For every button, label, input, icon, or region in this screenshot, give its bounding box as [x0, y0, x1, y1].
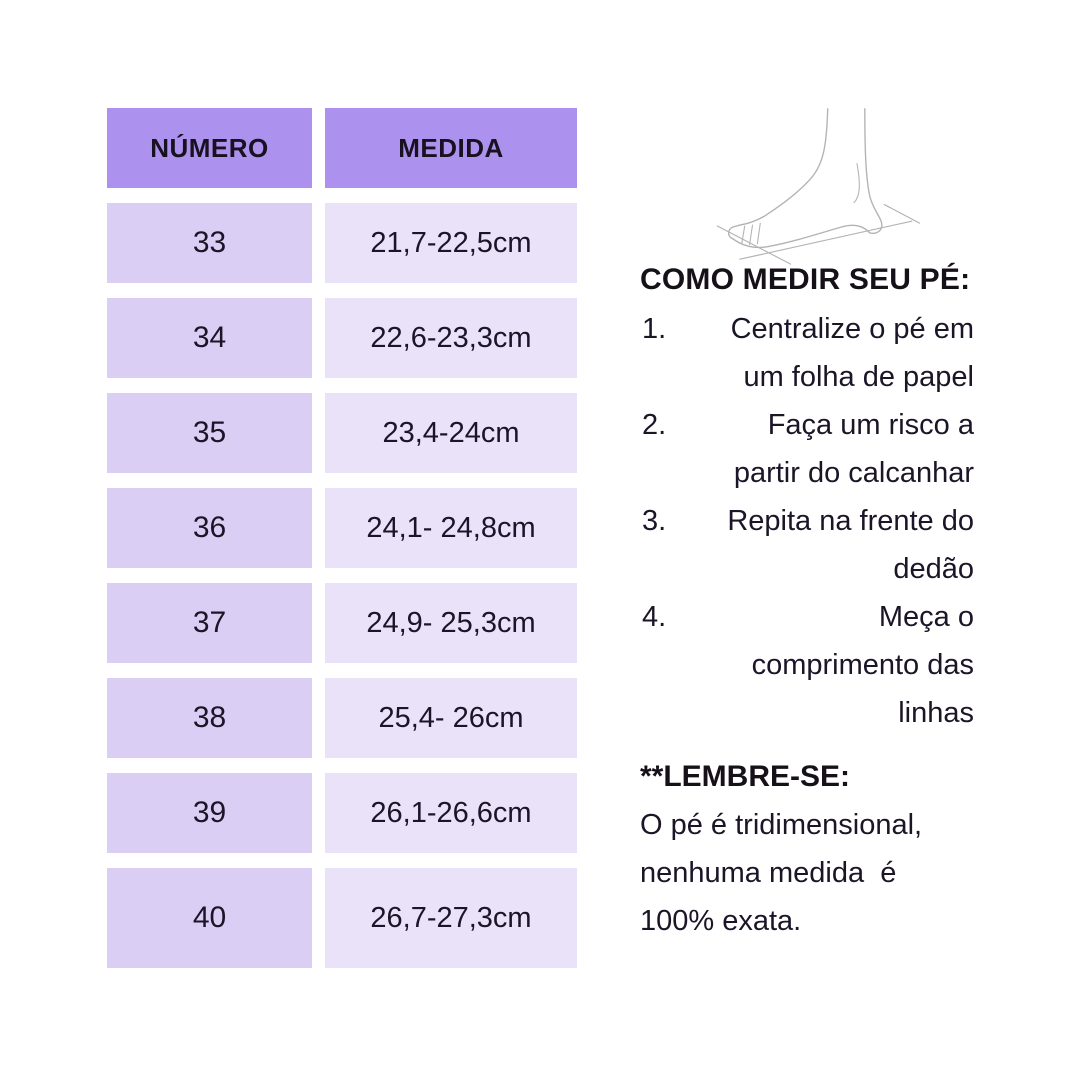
reminder-text: O pé é tridimensional, — [640, 809, 923, 841]
step-4 — [640, 593, 974, 737]
step-text: Meça o — [878, 601, 974, 633]
step-text: Faça um risco a — [767, 409, 974, 441]
step-2 — [640, 401, 974, 497]
step-number: 1. — [642, 313, 667, 345]
step-number: 4. — [642, 601, 667, 633]
reminder-text: nenhuma medida é — [640, 857, 897, 889]
step-text: linhas — [898, 697, 974, 729]
step-text: Repita na frente do — [727, 505, 974, 537]
step-text: um folha de papel — [743, 361, 974, 393]
step-text: partir do calcanhar — [733, 457, 974, 489]
step-text: Centralize o pé em — [730, 313, 974, 345]
step-1 — [640, 305, 974, 401]
section-heading: COMO MEDIR SEU PÉ: — [640, 263, 971, 296]
steps-list — [640, 305, 974, 737]
shoe-size-table — [107, 108, 577, 968]
numero-cell: 33 — [107, 203, 312, 283]
medida-cell: 23,4-24cm — [325, 393, 577, 473]
step-text: dedão — [893, 553, 974, 585]
step-3 — [640, 497, 974, 593]
medida-cell: 21,7-22,5cm — [325, 203, 577, 283]
medida-column-header: MEDIDA — [325, 108, 577, 188]
medida-cell: 24,9- 25,3cm — [325, 583, 577, 663]
medida-cell: 26,7-27,3cm — [325, 868, 577, 968]
numero-cell: 34 — [107, 298, 312, 378]
step-number: 2. — [642, 409, 667, 441]
medida-cell: 26,1-26,6cm — [325, 773, 577, 853]
measuring-instructions — [640, 103, 974, 945]
reminder-title: **LEMBRE-SE: — [640, 760, 851, 793]
step-text: comprimento das — [751, 649, 974, 681]
numero-cell: 39 — [107, 773, 312, 853]
numero-cell: 40 — [107, 868, 312, 968]
numero-cell: 36 — [107, 488, 312, 568]
reminder-text: 100% exata. — [640, 905, 802, 937]
numero-cell: 35 — [107, 393, 312, 473]
medida-cell: 25,4- 26cm — [325, 678, 577, 758]
numero-cell: 38 — [107, 678, 312, 758]
medida-cell: 24,1- 24,8cm — [325, 488, 577, 568]
reminder-note — [640, 753, 974, 945]
numero-column-header: NÚMERO — [107, 108, 312, 188]
numero-cell: 37 — [107, 583, 312, 663]
medida-cell: 22,6-23,3cm — [325, 298, 577, 378]
foot-sketch-icon — [690, 103, 940, 269]
step-number: 3. — [642, 505, 667, 537]
